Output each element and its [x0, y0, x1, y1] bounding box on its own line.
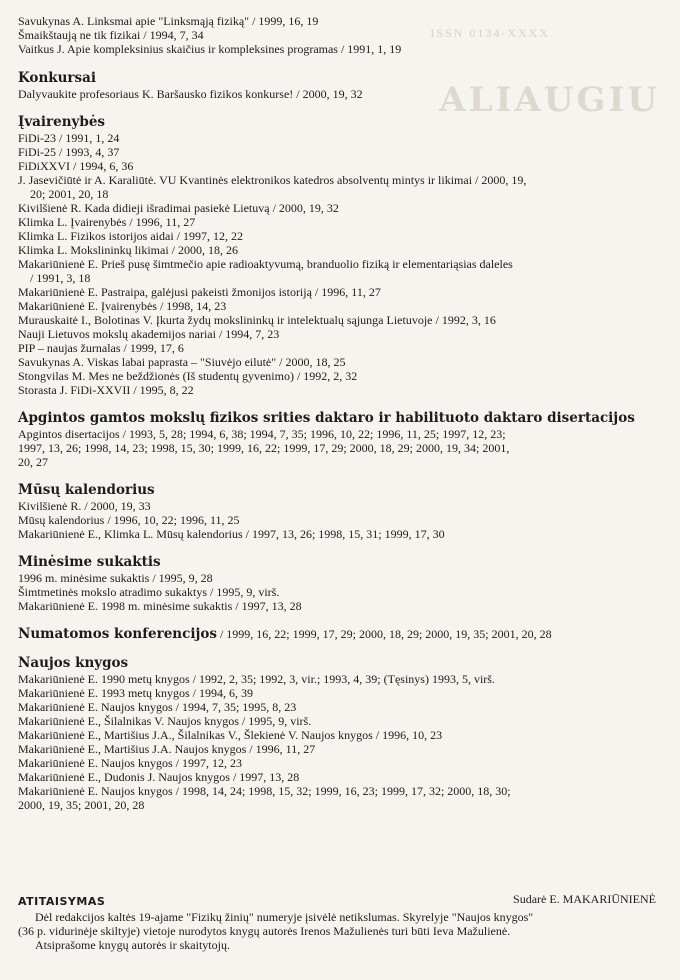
list-item: Šimtmetinės mokslo atradimo sukaktys / 1995, 9, virš. [18, 585, 280, 599]
section [18, 410, 666, 469]
list-item: 20, 27 [18, 455, 48, 469]
index-column [18, 14, 666, 812]
list-item: Vaitkus J. Apie kompleksinius skaičius ir kompleksines programas / 1991, 1, 19 [18, 42, 402, 56]
list-item: Makariūnienė E. Įvairenybės / 1998, 14, 23 [18, 299, 227, 313]
list-item: Klimka L. Įvairenybės / 1996, 11, 27 [18, 215, 196, 229]
list-item: Apgintos disertacijos / 1993, 5, 28; 1994, 6, 38; 1994, 7, 35; 1996, 10, 22; 1996, 11, 25; 1997, 12, 23; [18, 427, 506, 441]
errata-line: Atsiprašome knygų autorės ir skaitytojų. [35, 938, 230, 952]
list-item: Makariūnienė E. Naujos knygos / 1998, 14, 24; 1998, 15, 32; 1999, 16, 23; 1999, 17, 32; 2000, 18, 30; [18, 784, 511, 798]
list-item: Makariūnienė E. 1990 metų knygos / 1992, 2, 35; 1992, 3, vir.; 1993, 4, 39; (Tęsinys) 1993, 5, virš. [18, 672, 495, 686]
list-item: 20; 2001, 20, 18 [18, 187, 109, 201]
list-item: Savukynas A. Viskas labai paprasta – "Siuvėjo eilutė" / 2000, 18, 25 [18, 355, 346, 369]
sections [18, 70, 666, 812]
section-heading [18, 655, 666, 671]
list-item: Stongvilas M. Mes ne beždžionės (Iš studentų gyvenimo) / 1992, 2, 32 [18, 369, 358, 383]
list-item: Šmaikštaują ne tik fizikai / 1994, 7, 34 [18, 28, 204, 42]
list-item: Makariūnienė E. Naujos knygos / 1997, 12, 23 [18, 756, 242, 770]
list-item: Makariūnienė E. Prieš pusę šimtmečio apie radioaktyvumą, branduolio fiziką ir elementariąsias daleles [18, 257, 513, 271]
list-item: Makariūnienė E. 1998 m. minėsime sukaktis / 1997, 13, 28 [18, 599, 302, 613]
list-item: Makariūnienė E., Martišius J.A. Naujos knygos / 1996, 11, 27 [18, 742, 316, 756]
section [18, 482, 666, 541]
list-item: 2000, 19, 35; 2001, 20, 28 [18, 798, 145, 812]
section [18, 114, 666, 397]
section-title: Apgintos gamtos mokslų fizikos srities daktaro ir habilituoto daktaro disertacijos [18, 410, 635, 426]
section-title: Konkursai [18, 70, 97, 86]
section-title: Mūsų kalendorius [18, 482, 155, 498]
section-heading [18, 554, 666, 570]
list-item: Makariūnienė E., Martišius J.A., Šilalnikas V., Šlekienė V. Naujos knygos / 1996, 10, 23 [18, 728, 443, 742]
list-item: Klimka L. Fizikos istorijos aidai / 1997, 12, 22 [18, 229, 243, 243]
section-heading [18, 626, 666, 642]
section [18, 70, 666, 101]
list-item: Kivilšienė R. / 2000, 19, 33 [18, 499, 151, 513]
section-heading [18, 114, 666, 130]
list-item: 1997, 13, 26; 1998, 14, 23; 1998, 15, 30; 1999, 16, 22; 1999, 17, 29; 2000, 18, 29; 2000, 19, 34; 2001, [18, 441, 510, 455]
errata-line: Dėl redakcijos kaltės 19-ajame "Fizikų žinių" numeryje įsivėlė netikslumas. Skyrelyje "Naujos knygos" [35, 910, 534, 924]
section [18, 655, 666, 812]
section-heading [18, 70, 666, 86]
section-title: Numatomos konferencijos [18, 626, 217, 642]
errata-text [18, 910, 666, 952]
list-item: Makariūnienė E., Klimka L. Mūsų kalendorius / 1997, 13, 26; 1998, 15, 31; 1999, 17, 30 [18, 527, 445, 541]
list-item: Makariūnienė E. Naujos knygos / 1994, 7, 35; 1995, 8, 23 [18, 700, 297, 714]
section-heading [18, 482, 666, 498]
list-item: PIP – naujas žurnalas / 1999, 17, 6 [18, 341, 184, 355]
errata-line: (36 p. vidurinėje skiltyje) vietoje nurodytos knygų autorės Irenos Mažulienės turi būti Ieva Mažulienė. [18, 924, 511, 938]
list-item: J. Jasevičiūtė ir A. Karaliūtė. VU Kvantinės elektronikos katedros absolventų mintys ir likimai / 2000, 19, [18, 173, 527, 187]
list-item: Storasta J. FiDi-XXVII / 1995, 8, 22 [18, 383, 194, 397]
list-item: Murauskaitė I., Bolotinas V. Įkurta žydų mokslininkų ir intelektualų sąjunga Lietuvoje / 1992, 3, 16 [18, 313, 496, 327]
intro-entries [18, 14, 666, 56]
list-item: FiDi-25 / 1993, 4, 37 [18, 145, 120, 159]
list-item: / 1991, 3, 18 [18, 271, 91, 285]
bleed-through-title: ALIAUGIU [439, 80, 660, 120]
section-title: Naujos knygos [18, 655, 129, 671]
list-item: Makariūnienė E. 1993 metų knygos / 1994, 6, 39 [18, 686, 253, 700]
list-item: Nauji Lietuvos mokslų akademijos nariai / 1994, 7, 23 [18, 327, 280, 341]
section-title-refs: / 1999, 16, 22; 1999, 17, 29; 2000, 18, 29; 2000, 19, 35; 2001, 20, 28 [216, 627, 552, 641]
compiler-credit: Sudarė E. MAKARIŪNIENĖ [513, 892, 656, 906]
list-item: Makariūnienė E. Pastraipa, galėjusi pakeisti žmonijos istoriją / 1996, 11, 27 [18, 285, 381, 299]
list-item: Makariūnienė E., Dudonis J. Naujos knygos / 1997, 13, 28 [18, 770, 300, 784]
list-item: Mūsų kalendorius / 1996, 10, 22; 1996, 11, 25 [18, 513, 240, 527]
bleed-through-header: ISSN 0134-XXXX [430, 26, 550, 40]
list-item: 1996 m. minėsime sukaktis / 1995, 9, 28 [18, 571, 213, 585]
errata-heading: ATITAISYMAS [18, 895, 106, 908]
section-title: Įvairenybės [18, 114, 106, 130]
section-title: Minėsime sukaktis [18, 554, 161, 570]
section-heading [18, 410, 666, 426]
list-item: FiDiXXVI / 1994, 6, 36 [18, 159, 134, 173]
list-item: Savukynas A. Linksmai apie "Linksmąją fiziką" / 1999, 16, 19 [18, 14, 319, 28]
list-item: Kivilšienė R. Kada didieji išradimai pasiekė Lietuvą / 2000, 19, 32 [18, 201, 339, 215]
list-item: Klimka L. Mokslininkų likimai / 2000, 18, 26 [18, 243, 238, 257]
section [18, 554, 666, 613]
list-item: FiDi-23 / 1991, 1, 24 [18, 131, 120, 145]
list-item: Makariūnienė E., Šilalnikas V. Naujos knygos / 1995, 9, virš. [18, 714, 312, 728]
list-item: Dalyvaukite profesoriaus K. Baršausko fizikos konkurse! / 2000, 19, 32 [18, 87, 363, 101]
section [18, 626, 666, 642]
